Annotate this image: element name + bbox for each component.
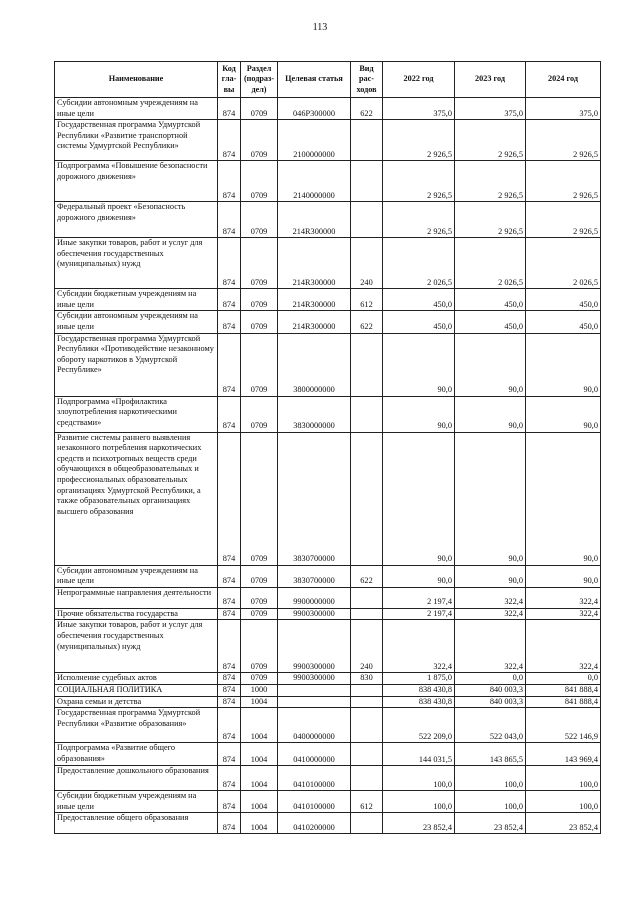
cell-v2023: 2 926,5 xyxy=(455,202,526,238)
cell-section: 1004 xyxy=(241,813,278,834)
cell-v2024: 522 146,9 xyxy=(526,708,601,743)
cell-v2023: 322,4 xyxy=(455,587,526,608)
col-header-section: Раздел (подраз-дел) xyxy=(241,62,278,98)
cell-v2022: 2 026,5 xyxy=(383,238,455,289)
cell-name: Иные закупки товаров, работ и услуг для обеспечения государственных (муниципальных) нужд xyxy=(55,620,218,673)
cell-section: 0709 xyxy=(241,289,278,311)
cell-type xyxy=(351,766,383,791)
col-header-name: Наименование xyxy=(55,62,218,98)
cell-section: 0709 xyxy=(241,98,278,120)
table-header-row xyxy=(55,62,601,98)
cell-name: Подпрограмма «Профилактика злоупотребления наркотическими средствами» xyxy=(55,396,218,432)
cell-v2023: 2 026,5 xyxy=(455,238,526,289)
cell-target: 0410100000 xyxy=(278,766,351,791)
cell-v2022: 90,0 xyxy=(383,432,455,565)
cell-v2022: 838 430,8 xyxy=(383,684,455,696)
cell-target: 2140000000 xyxy=(278,161,351,202)
table-row xyxy=(55,311,601,333)
cell-code: 874 xyxy=(218,791,241,813)
cell-v2022: 144 031,5 xyxy=(383,743,455,766)
cell-v2023: 2 926,5 xyxy=(455,161,526,202)
cell-code: 874 xyxy=(218,743,241,766)
cell-code: 874 xyxy=(218,396,241,432)
table-row xyxy=(55,432,601,565)
cell-v2023: 840 003,3 xyxy=(455,684,526,696)
table-row xyxy=(55,696,601,708)
cell-section: 1004 xyxy=(241,766,278,791)
cell-target: 214R300000 xyxy=(278,311,351,333)
cell-section: 0709 xyxy=(241,673,278,685)
cell-section: 0709 xyxy=(241,161,278,202)
cell-v2024: 90,0 xyxy=(526,565,601,587)
page-number: 113 xyxy=(312,22,328,33)
table-row xyxy=(55,587,601,608)
cell-v2024: 90,0 xyxy=(526,396,601,432)
cell-v2022: 100,0 xyxy=(383,766,455,791)
cell-code: 874 xyxy=(218,161,241,202)
col-header-code: Код гла-вы xyxy=(218,62,241,98)
table-row xyxy=(55,791,601,813)
table-row xyxy=(55,684,601,696)
cell-type xyxy=(351,396,383,432)
cell-name: Подпрограмма «Развитие общего образования» xyxy=(55,743,218,766)
col-header-2022: 2022 год xyxy=(383,62,455,98)
cell-v2024: 100,0 xyxy=(526,791,601,813)
cell-v2023: 375,0 xyxy=(455,98,526,120)
cell-code: 874 xyxy=(218,238,241,289)
cell-v2024: 450,0 xyxy=(526,311,601,333)
cell-v2024: 322,4 xyxy=(526,620,601,673)
cell-v2024: 2 926,5 xyxy=(526,120,601,161)
table-row xyxy=(55,708,601,743)
cell-type xyxy=(351,587,383,608)
cell-name: Федеральный проект «Безопасность дорожного движения» xyxy=(55,202,218,238)
cell-section: 0709 xyxy=(241,396,278,432)
cell-code: 874 xyxy=(218,608,241,620)
table-body xyxy=(55,98,601,834)
cell-v2022: 2 926,5 xyxy=(383,120,455,161)
cell-code: 874 xyxy=(218,587,241,608)
cell-name: Субсидии бюджетным учреждениям на иные цели xyxy=(55,791,218,813)
cell-target: 214R300000 xyxy=(278,289,351,311)
cell-section: 1004 xyxy=(241,791,278,813)
cell-section: 0709 xyxy=(241,432,278,565)
cell-v2024: 322,4 xyxy=(526,587,601,608)
cell-code: 874 xyxy=(218,766,241,791)
cell-type xyxy=(351,813,383,834)
cell-v2023: 522 043,0 xyxy=(455,708,526,743)
cell-v2023: 450,0 xyxy=(455,311,526,333)
table-row xyxy=(55,289,601,311)
cell-name: Развитие системы раннего выявления незаконного потребления наркотических средств и психотропных веществ среди обучающихся в общеобразовательных и профессиональных образовательных организациях Удмуртской Республики, а также образовательных организациях высшего образования xyxy=(55,432,218,565)
cell-v2024: 90,0 xyxy=(526,432,601,565)
cell-code: 874 xyxy=(218,432,241,565)
cell-name: Непрограммные направления деятельности xyxy=(55,587,218,608)
cell-target xyxy=(278,696,351,708)
cell-v2024: 375,0 xyxy=(526,98,601,120)
cell-v2023: 23 852,4 xyxy=(455,813,526,834)
cell-type xyxy=(351,743,383,766)
cell-section: 1004 xyxy=(241,743,278,766)
cell-type: 240 xyxy=(351,238,383,289)
cell-v2022: 90,0 xyxy=(383,396,455,432)
cell-type xyxy=(351,333,383,396)
cell-name: Подпрограмма «Повышение безопасности дорожного движения» xyxy=(55,161,218,202)
cell-target: 0410200000 xyxy=(278,813,351,834)
cell-type: 622 xyxy=(351,311,383,333)
cell-section: 0709 xyxy=(241,620,278,673)
table-row xyxy=(55,396,601,432)
cell-v2023: 0,0 xyxy=(455,673,526,685)
cell-target: 9900300000 xyxy=(278,673,351,685)
table-row xyxy=(55,673,601,685)
cell-target: 2100000000 xyxy=(278,120,351,161)
cell-v2022: 90,0 xyxy=(383,333,455,396)
cell-name: Государственная программа Удмуртской Республики «Развитие транспортной системы Удмуртской Республики» xyxy=(55,120,218,161)
cell-type xyxy=(351,708,383,743)
cell-section: 1004 xyxy=(241,696,278,708)
cell-target: 3800000000 xyxy=(278,333,351,396)
cell-section: 0709 xyxy=(241,202,278,238)
table-row xyxy=(55,161,601,202)
cell-v2024: 23 852,4 xyxy=(526,813,601,834)
cell-section: 0709 xyxy=(241,608,278,620)
cell-code: 874 xyxy=(218,311,241,333)
cell-v2023: 143 865,5 xyxy=(455,743,526,766)
cell-type xyxy=(351,120,383,161)
cell-type xyxy=(351,608,383,620)
cell-v2023: 90,0 xyxy=(455,333,526,396)
table-row xyxy=(55,202,601,238)
cell-v2024: 143 969,4 xyxy=(526,743,601,766)
cell-v2023: 840 003,3 xyxy=(455,696,526,708)
budget-table xyxy=(54,61,601,834)
cell-name: Государственная программа Удмуртской Республики «Развитие образования» xyxy=(55,708,218,743)
cell-name: Иные закупки товаров, работ и услуг для обеспечения государственных (муниципальных) нужд xyxy=(55,238,218,289)
cell-code: 874 xyxy=(218,333,241,396)
table-row xyxy=(55,98,601,120)
cell-name: Субсидии автономным учреждениям на иные цели xyxy=(55,565,218,587)
cell-v2023: 90,0 xyxy=(455,432,526,565)
col-header-type: Вид рас-ходов xyxy=(351,62,383,98)
cell-target: 0400000000 xyxy=(278,708,351,743)
cell-section: 0709 xyxy=(241,587,278,608)
cell-v2024: 0,0 xyxy=(526,673,601,685)
cell-code: 874 xyxy=(218,120,241,161)
cell-target: 3830000000 xyxy=(278,396,351,432)
cell-type: 240 xyxy=(351,620,383,673)
cell-v2022: 23 852,4 xyxy=(383,813,455,834)
cell-code: 874 xyxy=(218,98,241,120)
cell-section: 0709 xyxy=(241,311,278,333)
cell-section: 0709 xyxy=(241,238,278,289)
cell-target: 0410100000 xyxy=(278,791,351,813)
table-row xyxy=(55,608,601,620)
table-row xyxy=(55,766,601,791)
cell-section: 0709 xyxy=(241,333,278,396)
cell-v2022: 375,0 xyxy=(383,98,455,120)
cell-v2024: 2 926,5 xyxy=(526,161,601,202)
cell-v2022: 90,0 xyxy=(383,565,455,587)
cell-target: 9900300000 xyxy=(278,608,351,620)
cell-v2022: 2 197,4 xyxy=(383,608,455,620)
cell-type xyxy=(351,696,383,708)
cell-v2023: 2 926,5 xyxy=(455,120,526,161)
cell-v2024: 2 926,5 xyxy=(526,202,601,238)
cell-target: 9900300000 xyxy=(278,620,351,673)
cell-name: Исполнение судебных актов xyxy=(55,673,218,685)
cell-type xyxy=(351,432,383,565)
cell-v2024: 2 026,5 xyxy=(526,238,601,289)
cell-type: 622 xyxy=(351,98,383,120)
cell-target: 214R300000 xyxy=(278,202,351,238)
cell-v2023: 100,0 xyxy=(455,791,526,813)
cell-v2023: 90,0 xyxy=(455,565,526,587)
cell-target: 046Р300000 xyxy=(278,98,351,120)
cell-name: Предоставление дошкольного образования xyxy=(55,766,218,791)
cell-target: 3830700000 xyxy=(278,432,351,565)
table-row xyxy=(55,743,601,766)
cell-code: 874 xyxy=(218,673,241,685)
cell-v2022: 450,0 xyxy=(383,289,455,311)
cell-v2022: 1 875,0 xyxy=(383,673,455,685)
cell-code: 874 xyxy=(218,620,241,673)
cell-name: Государственная программа Удмуртской Республики «Противодействие незаконному обороту наркотиков в Удмуртской Республике» xyxy=(55,333,218,396)
cell-v2024: 841 888,4 xyxy=(526,696,601,708)
cell-code: 874 xyxy=(218,289,241,311)
cell-v2024: 100,0 xyxy=(526,766,601,791)
cell-v2022: 522 209,0 xyxy=(383,708,455,743)
cell-v2024: 841 888,4 xyxy=(526,684,601,696)
cell-type: 830 xyxy=(351,673,383,685)
cell-v2022: 2 197,4 xyxy=(383,587,455,608)
table-row xyxy=(55,333,601,396)
cell-v2024: 90,0 xyxy=(526,333,601,396)
cell-type xyxy=(351,161,383,202)
cell-name: Субсидии бюджетным учреждениям на иные цели xyxy=(55,289,218,311)
table-row xyxy=(55,813,601,834)
cell-v2024: 450,0 xyxy=(526,289,601,311)
cell-code: 874 xyxy=(218,202,241,238)
cell-code: 874 xyxy=(218,813,241,834)
cell-code: 874 xyxy=(218,708,241,743)
cell-v2022: 2 926,5 xyxy=(383,202,455,238)
cell-v2022: 450,0 xyxy=(383,311,455,333)
cell-v2024: 322,4 xyxy=(526,608,601,620)
cell-section: 1004 xyxy=(241,708,278,743)
cell-type: 612 xyxy=(351,289,383,311)
cell-code: 874 xyxy=(218,565,241,587)
cell-section: 0709 xyxy=(241,565,278,587)
cell-section: 1000 xyxy=(241,684,278,696)
table-row xyxy=(55,565,601,587)
cell-v2022: 100,0 xyxy=(383,791,455,813)
cell-name: Субсидии автономным учреждениям на иные цели xyxy=(55,311,218,333)
cell-v2023: 450,0 xyxy=(455,289,526,311)
cell-type xyxy=(351,202,383,238)
cell-type xyxy=(351,684,383,696)
cell-v2022: 838 430,8 xyxy=(383,696,455,708)
cell-target: 9900000000 xyxy=(278,587,351,608)
table-row xyxy=(55,620,601,673)
cell-target: 214R300000 xyxy=(278,238,351,289)
cell-section: 0709 xyxy=(241,120,278,161)
cell-type: 622 xyxy=(351,565,383,587)
col-header-2024: 2024 год xyxy=(526,62,601,98)
table-row xyxy=(55,120,601,161)
col-header-2023: 2023 год xyxy=(455,62,526,98)
cell-name: Предоставление общего образования xyxy=(55,813,218,834)
cell-target xyxy=(278,684,351,696)
cell-v2023: 100,0 xyxy=(455,766,526,791)
cell-v2023: 322,4 xyxy=(455,608,526,620)
col-header-target: Целевая статья xyxy=(278,62,351,98)
cell-name: Прочие обязательства государства xyxy=(55,608,218,620)
cell-name: Охрана семьи и детства xyxy=(55,696,218,708)
cell-target: 0410000000 xyxy=(278,743,351,766)
cell-v2022: 322,4 xyxy=(383,620,455,673)
cell-name: СОЦИАЛЬНАЯ ПОЛИТИКА xyxy=(55,684,218,696)
cell-code: 874 xyxy=(218,696,241,708)
cell-v2023: 90,0 xyxy=(455,396,526,432)
cell-target: 3830700000 xyxy=(278,565,351,587)
cell-name: Субсидии автономным учреждениям на иные цели xyxy=(55,98,218,120)
cell-code: 874 xyxy=(218,684,241,696)
table-row xyxy=(55,238,601,289)
cell-type: 612 xyxy=(351,791,383,813)
cell-v2022: 2 926,5 xyxy=(383,161,455,202)
cell-v2023: 322,4 xyxy=(455,620,526,673)
